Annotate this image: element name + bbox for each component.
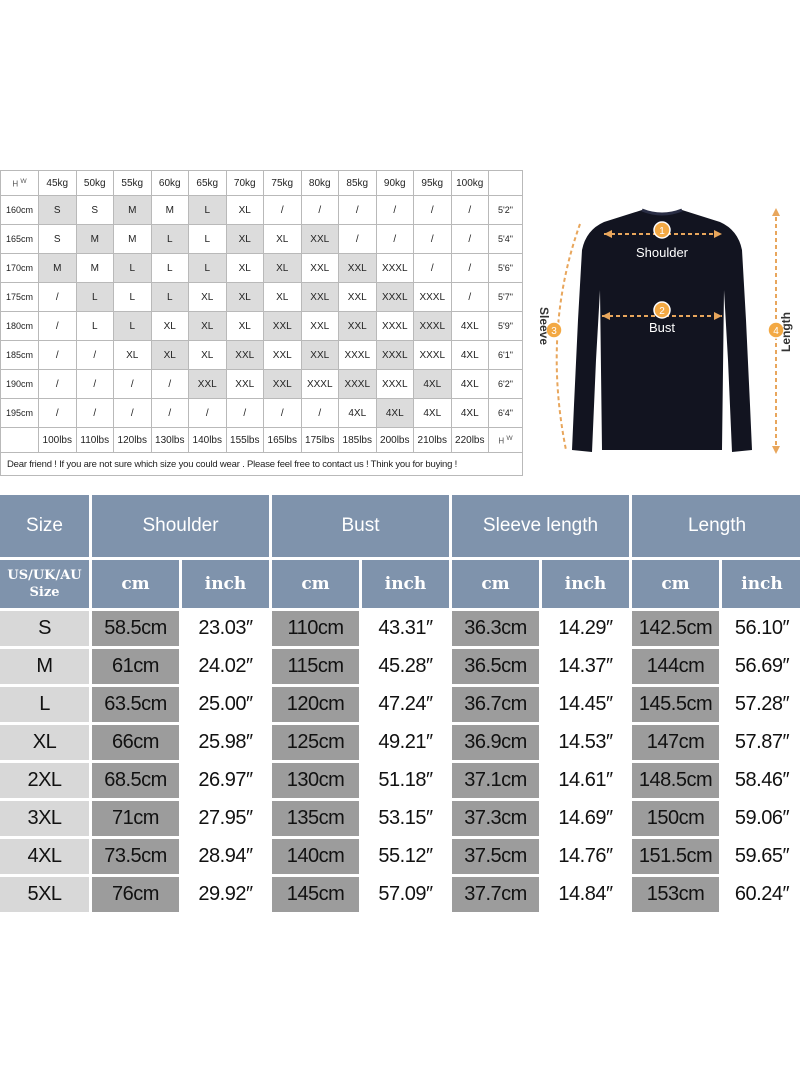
- size-row: [0, 687, 800, 722]
- shoulder-in-cell: 25.00″: [182, 687, 269, 722]
- weight-lbs-row: [1, 428, 523, 453]
- sleeve-cm-cell: 37.1cm: [452, 763, 539, 798]
- size-cell: /: [39, 341, 77, 370]
- length-cm-cell: 142.5cm: [632, 611, 719, 646]
- size-cell: XXXL: [376, 312, 414, 341]
- length-cm-cell: 147cm: [632, 725, 719, 760]
- height-row: [1, 341, 523, 370]
- size-cell: XXL: [264, 312, 302, 341]
- subheader-size: US/UK/AU Size: [0, 560, 89, 608]
- shoulder-cm-cell: 73.5cm: [92, 839, 179, 874]
- size-cell: XL: [114, 341, 152, 370]
- weight-lbs-cell: 100lbs: [39, 428, 77, 453]
- size-cell: M: [114, 196, 152, 225]
- height-cm-cell: 195cm: [1, 399, 39, 428]
- corner-w-label: W: [506, 434, 513, 442]
- size-cell: /: [451, 254, 489, 283]
- size-cell: /: [376, 225, 414, 254]
- sleeve-cm-cell: 37.3cm: [452, 801, 539, 836]
- size-cell: /: [114, 370, 152, 399]
- bust-cm-cell: 120cm: [272, 687, 359, 722]
- height-cm-cell: 175cm: [1, 283, 39, 312]
- size-cell: XL: [226, 225, 264, 254]
- sleeve-in-cell: 14.61″: [542, 763, 629, 798]
- bust-in-cell: 49.21″: [362, 725, 449, 760]
- size-label-cell: L: [0, 687, 89, 722]
- size-cell: /: [339, 196, 377, 225]
- height-row: [1, 254, 523, 283]
- header-row: [0, 495, 800, 557]
- size-cell: /: [76, 399, 114, 428]
- size-cell: M: [151, 196, 189, 225]
- size-cell: XL: [264, 254, 302, 283]
- size-cell: /: [264, 399, 302, 428]
- size-cell: XXL: [226, 341, 264, 370]
- height-ft-cell: 5'4": [489, 225, 523, 254]
- sleeve-in-cell: 14.84″: [542, 877, 629, 912]
- sleeve-cm-cell: 36.9cm: [452, 725, 539, 760]
- bust-in-cell: 47.24″: [362, 687, 449, 722]
- size-cell: M: [76, 225, 114, 254]
- measurement-table: [0, 492, 800, 915]
- header-sleeve-length: Sleeve length: [452, 495, 629, 557]
- shoulder-cm-cell: 63.5cm: [92, 687, 179, 722]
- height-cm-cell: 190cm: [1, 370, 39, 399]
- height-ft-cell: 6'4": [489, 399, 523, 428]
- weight-kg-cell: 90kg: [376, 171, 414, 196]
- size-row: [0, 649, 800, 684]
- weight-lbs-cell: 200lbs: [376, 428, 414, 453]
- size-label-cell: M: [0, 649, 89, 684]
- sleeve-in-cell: 14.45″: [542, 687, 629, 722]
- subheader-sleeve-cm: cm: [452, 560, 539, 608]
- bust-cm-cell: 140cm: [272, 839, 359, 874]
- size-cell: XXXL: [339, 341, 377, 370]
- marker-4-label: 4: [773, 326, 779, 337]
- shoulder-cm-cell: 66cm: [92, 725, 179, 760]
- bust-in-cell: 53.15″: [362, 801, 449, 836]
- height-cm-cell: 180cm: [1, 312, 39, 341]
- weight-lbs-cell: 210lbs: [414, 428, 452, 453]
- weight-kg-cell: 100kg: [451, 171, 489, 196]
- bust-cm-cell: 125cm: [272, 725, 359, 760]
- size-cell: L: [76, 283, 114, 312]
- height-row: [1, 312, 523, 341]
- header-size: Size: [0, 495, 89, 557]
- subheader-shoulder-cm: cm: [92, 560, 179, 608]
- bust-in-cell: 43.31″: [362, 611, 449, 646]
- sleeve-in-cell: 14.37″: [542, 649, 629, 684]
- size-cell: L: [189, 225, 227, 254]
- shoulder-in-cell: 29.92″: [182, 877, 269, 912]
- size-label-cell: 2XL: [0, 763, 89, 798]
- size-cell: /: [39, 283, 77, 312]
- shoulder-in-cell: 23.03″: [182, 611, 269, 646]
- shoulder-cm-cell: 76cm: [92, 877, 179, 912]
- shoulder-label: Shoulder: [635, 245, 689, 260]
- size-cell: /: [226, 399, 264, 428]
- bust-in-cell: 57.09″: [362, 877, 449, 912]
- height-ft-cell: 5'9": [489, 312, 523, 341]
- size-cell: M: [39, 254, 77, 283]
- size-cell: /: [339, 225, 377, 254]
- header-length: Length: [632, 495, 800, 557]
- shoulder-in-cell: 27.95″: [182, 801, 269, 836]
- size-cell: /: [301, 399, 339, 428]
- height-ft-cell: 5'7": [489, 283, 523, 312]
- corner-h-label: H: [12, 179, 19, 189]
- bust-in-cell: 55.12″: [362, 839, 449, 874]
- weight-kg-cell: 50kg: [76, 171, 114, 196]
- size-cell: /: [189, 399, 227, 428]
- size-cell: L: [114, 312, 152, 341]
- header-bust: Bust: [272, 495, 449, 557]
- weight-kg-cell: 45kg: [39, 171, 77, 196]
- size-cell: XXL: [301, 225, 339, 254]
- weight-lbs-cell: 130lbs: [151, 428, 189, 453]
- size-cell: XL: [226, 283, 264, 312]
- bust-in-cell: 45.28″: [362, 649, 449, 684]
- sleeve-in-cell: 14.76″: [542, 839, 629, 874]
- weight-kg-cell: 55kg: [114, 171, 152, 196]
- size-label-cell: S: [0, 611, 89, 646]
- size-cell: XL: [151, 312, 189, 341]
- size-cell: XXXL: [339, 370, 377, 399]
- size-cell: 4XL: [451, 399, 489, 428]
- sleeve-cm-cell: 36.7cm: [452, 687, 539, 722]
- size-cell: XXL: [339, 312, 377, 341]
- length-arrow-top-head: [772, 208, 780, 216]
- shoulder-cm-cell: 58.5cm: [92, 611, 179, 646]
- size-row: [0, 839, 800, 874]
- length-cm-cell: 144cm: [632, 649, 719, 684]
- size-cell: /: [376, 196, 414, 225]
- size-cell: 4XL: [376, 399, 414, 428]
- size-cell: 4XL: [451, 370, 489, 399]
- size-cell: XL: [264, 225, 302, 254]
- height-ft-cell: 5'2": [489, 196, 523, 225]
- length-in-cell: 56.10″: [722, 611, 800, 646]
- size-cell: XXXL: [414, 312, 452, 341]
- size-cell: /: [451, 283, 489, 312]
- size-cell: XL: [226, 312, 264, 341]
- size-cell: 4XL: [414, 399, 452, 428]
- size-cell: XXL: [264, 370, 302, 399]
- size-label-cell: XL: [0, 725, 89, 760]
- weight-kg-cell: 85kg: [339, 171, 377, 196]
- length-cm-cell: 145.5cm: [632, 687, 719, 722]
- size-cell: XXL: [301, 312, 339, 341]
- sleeve-cm-cell: 36.3cm: [452, 611, 539, 646]
- shoulder-cm-cell: 61cm: [92, 649, 179, 684]
- weight-lbs-cell: 120lbs: [114, 428, 152, 453]
- size-cell: /: [151, 370, 189, 399]
- sleeve-label: Sleeve: [537, 307, 551, 346]
- subheader-shoulder-inch: inch: [182, 560, 269, 608]
- size-cell: S: [76, 196, 114, 225]
- size-cell: /: [414, 225, 452, 254]
- weight-lbs-cell: 185lbs: [339, 428, 377, 453]
- corner-w-label: W: [20, 177, 27, 185]
- height-row: [1, 283, 523, 312]
- length-in-cell: 59.65″: [722, 839, 800, 874]
- size-row: [0, 611, 800, 646]
- shoulder-in-cell: 28.94″: [182, 839, 269, 874]
- size-cell: /: [301, 196, 339, 225]
- size-cell: XL: [151, 341, 189, 370]
- size-cell: L: [76, 312, 114, 341]
- size-cell: L: [189, 196, 227, 225]
- size-cell: M: [76, 254, 114, 283]
- size-cell: /: [39, 312, 77, 341]
- weight-lbs-cell: 110lbs: [76, 428, 114, 453]
- size-cell: XXL: [301, 341, 339, 370]
- subheader-length-inch: inch: [722, 560, 800, 608]
- weight-kg-cell: 75kg: [264, 171, 302, 196]
- marker-2-label: 2: [659, 306, 665, 317]
- size-cell: XXXL: [301, 370, 339, 399]
- shoulder-in-cell: 24.02″: [182, 649, 269, 684]
- sleeve-in-cell: 14.29″: [542, 611, 629, 646]
- size-cell: 4XL: [451, 312, 489, 341]
- height-row: [1, 196, 523, 225]
- length-cm-cell: 151.5cm: [632, 839, 719, 874]
- size-cell: /: [114, 399, 152, 428]
- size-cell: /: [76, 341, 114, 370]
- size-cell: /: [414, 196, 452, 225]
- size-cell: /: [151, 399, 189, 428]
- sleeve-in-cell: 14.69″: [542, 801, 629, 836]
- sleeve-cm-cell: 37.5cm: [452, 839, 539, 874]
- height-weight-chart: [0, 170, 522, 491]
- size-cell: /: [39, 399, 77, 428]
- length-in-cell: 58.46″: [722, 763, 800, 798]
- size-cell: XXL: [339, 283, 377, 312]
- length-in-cell: 59.06″: [722, 801, 800, 836]
- size-cell: /: [39, 370, 77, 399]
- size-cell: L: [151, 254, 189, 283]
- length-cm-cell: 148.5cm: [632, 763, 719, 798]
- bust-cm-cell: 110cm: [272, 611, 359, 646]
- bust-label: Bust: [648, 320, 676, 335]
- length-cm-cell: 150cm: [632, 801, 719, 836]
- height-row: [1, 370, 523, 399]
- sleeve-cm-cell: 37.7cm: [452, 877, 539, 912]
- size-cell: XXL: [339, 254, 377, 283]
- sleeve-cm-cell: 36.5cm: [452, 649, 539, 684]
- shoulder-cm-cell: 68.5cm: [92, 763, 179, 798]
- sleeve-in-cell: 14.53″: [542, 725, 629, 760]
- height-row: [1, 225, 523, 254]
- length-in-cell: 57.28″: [722, 687, 800, 722]
- size-cell: 4XL: [414, 370, 452, 399]
- size-cell: L: [114, 283, 152, 312]
- height-ft-cell: 6'2": [489, 370, 523, 399]
- subheader-bust-cm: cm: [272, 560, 359, 608]
- size-row: [0, 725, 800, 760]
- shoulder-in-cell: 26.97″: [182, 763, 269, 798]
- length-in-cell: 56.69″: [722, 649, 800, 684]
- height-cm-cell: 170cm: [1, 254, 39, 283]
- size-cell: XXXL: [376, 370, 414, 399]
- size-cell: XXL: [189, 370, 227, 399]
- size-row: [0, 763, 800, 798]
- size-cell: /: [264, 196, 302, 225]
- size-cell: 4XL: [451, 341, 489, 370]
- size-cell: L: [151, 283, 189, 312]
- length-cm-cell: 153cm: [632, 877, 719, 912]
- header-shoulder: Shoulder: [92, 495, 269, 557]
- corner-h-label: H: [498, 436, 505, 446]
- weight-kg-cell: 70kg: [226, 171, 264, 196]
- height-cm-cell: 185cm: [1, 341, 39, 370]
- length-in-cell: 57.87″: [722, 725, 800, 760]
- bust-cm-cell: 115cm: [272, 649, 359, 684]
- blank-cell: [489, 171, 523, 196]
- marker-1-label: 1: [659, 226, 665, 237]
- subheader-sleeve-inch: inch: [542, 560, 629, 608]
- size-cell: L: [114, 254, 152, 283]
- bust-cm-cell: 135cm: [272, 801, 359, 836]
- size-cell: XXL: [264, 341, 302, 370]
- size-cell: S: [39, 225, 77, 254]
- size-cell: M: [114, 225, 152, 254]
- size-cell: XL: [189, 312, 227, 341]
- subheader-row: [0, 560, 800, 608]
- size-cell: XL: [226, 196, 264, 225]
- shoulder-cm-cell: 71cm: [92, 801, 179, 836]
- subheader-bust-inch: inch: [362, 560, 449, 608]
- size-cell: /: [414, 254, 452, 283]
- size-cell: 4XL: [339, 399, 377, 428]
- size-cell: S: [39, 196, 77, 225]
- collar-line: [642, 210, 682, 214]
- weight-lbs-cell: 175lbs: [301, 428, 339, 453]
- bust-cm-cell: 145cm: [272, 877, 359, 912]
- size-cell: XL: [189, 341, 227, 370]
- size-cell: XXXL: [376, 283, 414, 312]
- size-cell: XXXL: [376, 254, 414, 283]
- height-ft-cell: 5'6": [489, 254, 523, 283]
- height-ft-cell: 6'1": [489, 341, 523, 370]
- bust-in-cell: 51.18″: [362, 763, 449, 798]
- length-arrow-bottom-head: [772, 446, 780, 454]
- length-label: Length: [779, 312, 793, 352]
- size-cell: XXXL: [414, 283, 452, 312]
- size-cell: XL: [226, 254, 264, 283]
- height-weight-table: [0, 170, 523, 476]
- size-cell: L: [189, 254, 227, 283]
- notice-row: [1, 453, 523, 476]
- measurement-table-wrap: [0, 492, 800, 916]
- weight-lbs-cell: 165lbs: [264, 428, 302, 453]
- height-cm-cell: 160cm: [1, 196, 39, 225]
- size-row: [0, 877, 800, 912]
- blank-cell: [1, 428, 39, 453]
- weight-kg-cell: 60kg: [151, 171, 189, 196]
- size-cell: L: [151, 225, 189, 254]
- bust-cm-cell: 130cm: [272, 763, 359, 798]
- size-label-cell: 5XL: [0, 877, 89, 912]
- weight-lbs-cell: 140lbs: [189, 428, 227, 453]
- size-label-cell: 4XL: [0, 839, 89, 874]
- weight-kg-row: [1, 171, 523, 196]
- garment-diagram: [524, 200, 800, 470]
- size-cell: XL: [189, 283, 227, 312]
- shoulder-in-cell: 25.98″: [182, 725, 269, 760]
- size-cell: XXL: [301, 283, 339, 312]
- size-cell: /: [451, 196, 489, 225]
- length-in-cell: 60.24″: [722, 877, 800, 912]
- size-cell: /: [451, 225, 489, 254]
- size-cell: XXL: [226, 370, 264, 399]
- weight-lbs-cell: 220lbs: [451, 428, 489, 453]
- size-cell: XXXL: [414, 341, 452, 370]
- sweater-illustration: [524, 200, 800, 470]
- size-cell: XL: [264, 283, 302, 312]
- corner-cell-bottom: [489, 428, 523, 453]
- corner-cell-top: [1, 171, 39, 196]
- weight-lbs-cell: 155lbs: [226, 428, 264, 453]
- size-cell: XXL: [301, 254, 339, 283]
- size-label-cell: 3XL: [0, 801, 89, 836]
- height-cm-cell: 165cm: [1, 225, 39, 254]
- subheader-length-cm: cm: [632, 560, 719, 608]
- size-cell: /: [76, 370, 114, 399]
- size-row: [0, 801, 800, 836]
- weight-kg-cell: 65kg: [189, 171, 227, 196]
- weight-kg-cell: 80kg: [301, 171, 339, 196]
- height-row: [1, 399, 523, 428]
- marker-3-label: 3: [551, 326, 557, 337]
- weight-kg-cell: 95kg: [414, 171, 452, 196]
- size-cell: XXXL: [376, 341, 414, 370]
- notice-text: Dear friend ! If you are not sure which size you could wear . Please feel free to contact us ! Think you for buying !: [1, 453, 523, 476]
